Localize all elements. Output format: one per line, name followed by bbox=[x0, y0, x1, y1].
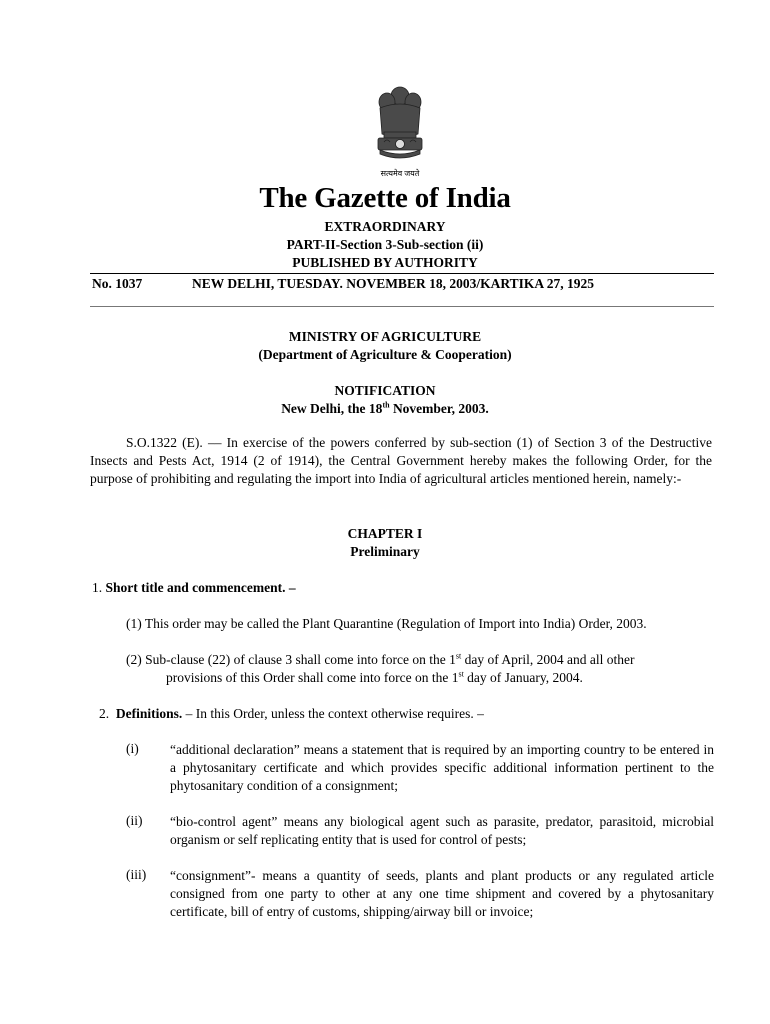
part-label: PART-II-Section 3-Sub-section (ii) bbox=[286, 237, 484, 252]
section-1-clause-2: (2) Sub-clause (22) of clause 3 shall come into force on the 1st day of April, 2004 and all other bbox=[126, 651, 635, 667]
intro-paragraph: S.O.1322 (E). –– In exercise of the powers conferred by sub-section (1) of Section 3 of the Destructive Insects and Pests Act, 1914 (2 of 1914), the Central Government hereby makes the following Order, for the purpose of prohibiting and regulating the import into India of agricultural articles mentioned herein, namely:- bbox=[90, 435, 712, 486]
definition-text: “bio-control agent” means any biological agent such as parasite, predator, parasitoid, microbial organism or self replicating entity that is used for control of pests; bbox=[170, 814, 714, 847]
gazette-title: The Gazette of India bbox=[259, 182, 511, 214]
definition-label: (iii) bbox=[126, 867, 147, 882]
definition-text: “additional declaration” means a statement that is required by an importing country to be entered in a phytosanitary certificate and which provides specific additional information pertinent to the phytosanitary condition of a consignment; bbox=[170, 742, 714, 793]
definition-text: “consignment”- means a quantity of seeds, plants and plant products or any regulated article consigned from one party to other at any one time shipment and covered by a phytosanitary certificate, bill of entry of customs, shipping/airway bill or invoice; bbox=[170, 868, 714, 919]
header-rule bbox=[90, 273, 714, 274]
emblem-motto: सत्यमेव जयते bbox=[380, 169, 420, 178]
chapter-name: Preliminary bbox=[350, 544, 420, 559]
section-1-heading: 1. Short title and commencement. – bbox=[92, 580, 296, 595]
notification-date: New Delhi, the 18th November, 2003. bbox=[281, 400, 489, 416]
ministry-name: MINISTRY OF AGRICULTURE bbox=[288, 329, 482, 344]
national-emblem-icon bbox=[370, 82, 430, 182]
chapter-number: CHAPTER I bbox=[347, 526, 423, 541]
header-divider bbox=[90, 306, 714, 307]
gazette-number: No. 1037 bbox=[92, 276, 143, 291]
gazette-dateline: NEW DELHI, TUESDAY. NOVEMBER 18, 2003/KARTIKA 27, 1925 bbox=[192, 276, 594, 291]
definition-label: (ii) bbox=[126, 813, 143, 828]
section-2-heading: 2. Definitions. – In this Order, unless the context otherwise requires. – bbox=[99, 706, 484, 721]
definition-label: (i) bbox=[126, 741, 139, 756]
section-1-clause-2-cont: provisions of this Order shall come into force on the 1st day of January, 2004. bbox=[166, 669, 583, 685]
edition-label: EXTRAORDINARY bbox=[324, 219, 446, 234]
department-name: (Department of Agriculture & Cooperation) bbox=[258, 347, 512, 362]
notification-heading: NOTIFICATION bbox=[334, 383, 436, 398]
section-1-clause-1: (1) This order may be called the Plant Quarantine (Regulation of Import into India) Order, 2003. bbox=[126, 616, 647, 631]
authority-label: PUBLISHED BY AUTHORITY bbox=[292, 255, 478, 270]
